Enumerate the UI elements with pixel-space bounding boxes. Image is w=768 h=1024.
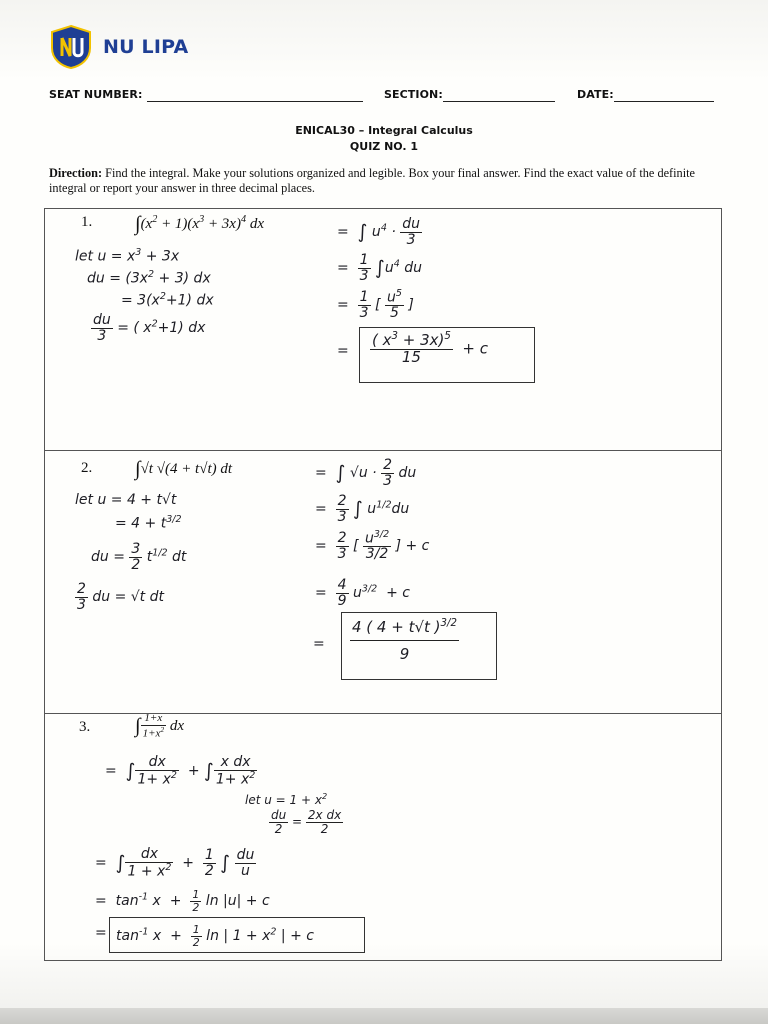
seat-number-label: SEAT NUMBER: bbox=[49, 88, 143, 101]
scan-bottom-edge bbox=[0, 1008, 768, 1024]
step-line: = $\frac{4}{9}$ $u^{3/2} + c$ bbox=[315, 577, 410, 609]
final-answer-box bbox=[109, 917, 365, 953]
quiz-title: QUIZ NO. 1 bbox=[349, 140, 419, 153]
step-line: = bbox=[313, 636, 325, 652]
step-line: = $\tan^{-1} x$ + $\frac{1}{2}$ ln |u| + c bbox=[95, 888, 270, 914]
section-label: SECTION: bbox=[384, 88, 443, 101]
step-line: = ∫ $u^4$ · $\frac{du}{3}$ bbox=[337, 216, 420, 248]
question-3-integral: ∫ $\frac{1+x}{1+x^2}$ dx bbox=[135, 712, 185, 740]
step-line: = $\frac{1}{3}$ [ $\frac{u^5}{5}$ ] bbox=[337, 288, 414, 322]
final-answer-box bbox=[359, 327, 535, 383]
answer-fraction: $\frac{4 ( 4 + t√t )^{3/2}}{9}$ bbox=[352, 618, 457, 663]
substitution-line: let u = 4 + t√t bbox=[75, 492, 177, 508]
school-logo bbox=[48, 24, 94, 70]
question-number: 3. bbox=[79, 719, 91, 735]
section-line[interactable] bbox=[443, 101, 555, 102]
date-label: DATE: bbox=[577, 88, 614, 101]
step-line: = $\frac{2}{3}$ [ $\frac{u^{3/2}}{3/2}$ ] + c bbox=[315, 529, 430, 563]
course-title bbox=[0, 123, 768, 155]
split-line: = ∫ $\frac{dx}{1+ x^2}$ + ∫ $\frac{\text{x dx}}{1+ x^2}$ bbox=[105, 754, 256, 788]
aside-substitution: let $u = 1 + x^2$ bbox=[245, 791, 328, 807]
answer-text: $\tan^{-1} x$ + $\frac{1}{2}$ ln | $1 + x^2$ | + c bbox=[116, 923, 314, 949]
answer-numerator: $\frac{( x^3 + 3x)^5}{15}$ + c bbox=[372, 331, 488, 366]
step-line: = $\frac{1}{3}$ $\int u^4$ du bbox=[337, 252, 423, 284]
substitution-line: let $u = x^3 + 3x$ bbox=[75, 247, 180, 265]
direction-label: Direction: bbox=[49, 166, 103, 180]
derivative-line: du = $(3x^2 + 3)$ dx bbox=[87, 269, 211, 287]
step-line: = bbox=[337, 343, 349, 359]
rearranged-line: $\frac{du}{3}$ = ( $x^2+1$) dx bbox=[93, 312, 206, 344]
question-number: 1. bbox=[81, 214, 93, 230]
school-name: NU LIPA bbox=[103, 36, 189, 58]
factored-line: = $3(x^2+1)$ dx bbox=[121, 291, 214, 309]
question-1-box bbox=[44, 208, 722, 451]
final-answer-box bbox=[341, 612, 497, 680]
question-2-box bbox=[44, 450, 722, 714]
aside-derivative: $\frac{du}{2}$ = $\frac{\text{2x dx}}{2}$ bbox=[271, 808, 342, 836]
derivative-line: du = $\frac{3}{2}$ $t^{1/2}$ dt bbox=[91, 541, 187, 573]
direction-body: Find the integral. Make your solutions organized and legible. Box your final answer. Find the exact value of the definite integral or report your answer in three decimal places. bbox=[49, 166, 695, 195]
direction-text bbox=[49, 166, 717, 196]
power-form-line: = $4 + t^{3/2}$ bbox=[115, 514, 182, 532]
step-line: = ∫ √u · $\frac{2}{3}$ du bbox=[315, 457, 417, 489]
step-line: = bbox=[95, 925, 107, 941]
step-line: = $\frac{2}{3}$ ∫ $u^{1/2}du$ bbox=[315, 493, 410, 525]
seat-number-line[interactable] bbox=[147, 101, 363, 102]
question-1-integral: $\int(x^2 + 1)(x^3 + 3x)^4$ dx bbox=[135, 213, 264, 235]
question-2-integral: ∫√t √(4 + t√t) dt bbox=[135, 458, 233, 480]
course-name: ENICAL30 – Integral Calculus bbox=[295, 124, 473, 137]
step-line: = ∫ $\frac{dx}{1 + x^2}$ + $\frac{1}{2}$ ∫ $\frac{du}{u}$ bbox=[95, 846, 255, 880]
rearranged-line: $\frac{2}{3}$ du = √t dt bbox=[77, 581, 164, 613]
date-line[interactable] bbox=[614, 101, 714, 102]
question-3-box bbox=[44, 713, 722, 961]
question-number: 2. bbox=[81, 460, 93, 476]
